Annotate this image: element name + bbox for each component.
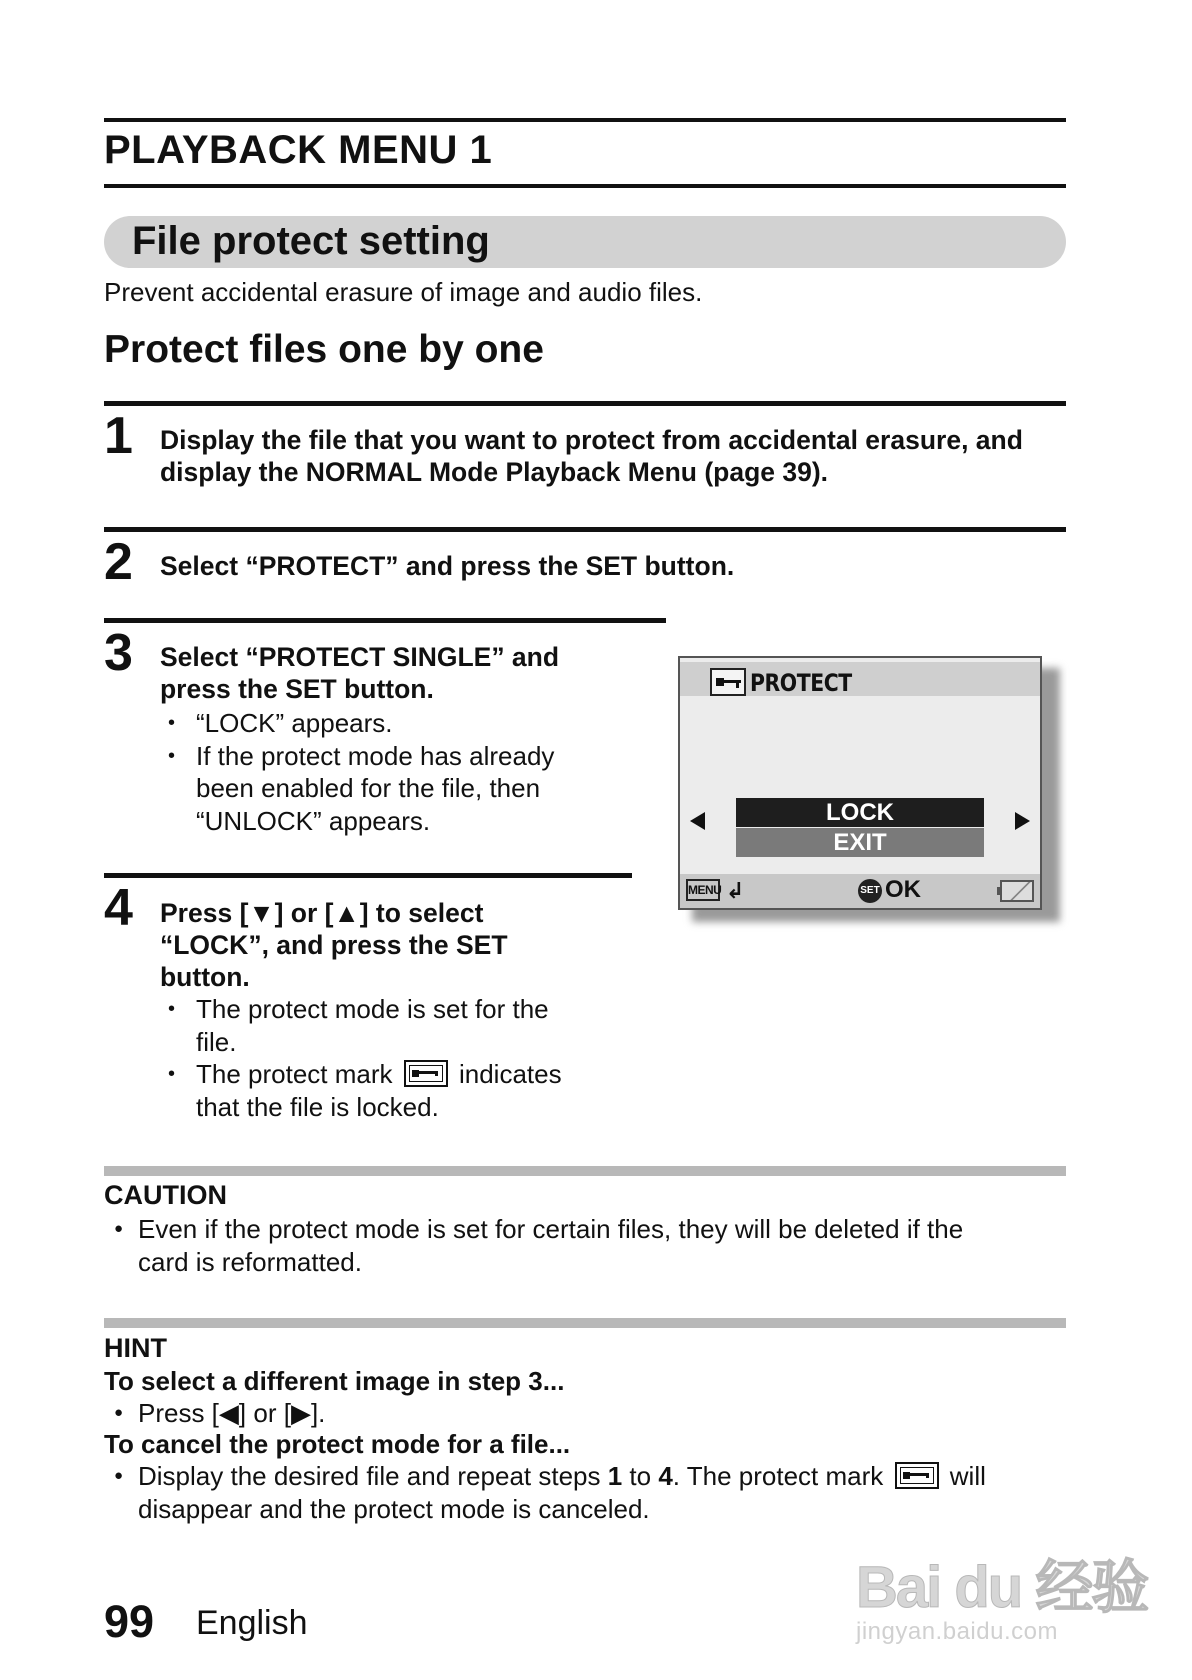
- left-triangle-icon: ◀: [218, 1398, 239, 1428]
- step-1-text: [160, 424, 1023, 488]
- step-4-line-3: button.: [160, 962, 250, 992]
- hint-text: ].: [310, 1398, 326, 1428]
- hint-text-part: 1: [607, 1461, 623, 1491]
- step-3-line-2: press the SET button.: [160, 674, 434, 704]
- hint-subheading-1: To select a different image in step 3...: [104, 1366, 565, 1396]
- bullet-text: [196, 1058, 642, 1091]
- option-exit[interactable]: EXIT: [736, 828, 984, 857]
- return-icon: ↲: [726, 878, 745, 903]
- bullet-text: • If the protect mode has already: [196, 740, 555, 771]
- step-3-bullets: [162, 707, 642, 837]
- hint-text-part: 4: [658, 1461, 673, 1491]
- bullet-text: “LOCK” appears.: [196, 708, 393, 738]
- list-item: [162, 1058, 642, 1123]
- bullet-text: “UNLOCK” appears.: [196, 805, 431, 836]
- step-2-line-1: Select “PROTECT” and press the SET button.: [160, 551, 735, 581]
- subheading: Protect files one by one: [104, 328, 544, 371]
- step-4-line-2: “LOCK”, and press the SET: [160, 930, 508, 960]
- hint-text-part: . The protect mark: [672, 1461, 884, 1491]
- chapter-title: PLAYBACK MENU 1: [104, 128, 493, 172]
- screen-title: PROTECT: [750, 669, 852, 697]
- bullet-text-part: The protect mark: [196, 1059, 393, 1089]
- step-2-text: [160, 550, 734, 582]
- list-item: [104, 1460, 1066, 1525]
- page-language: English: [196, 1604, 308, 1642]
- step-4-bullets: [162, 993, 642, 1123]
- step-1-rule: [104, 401, 1066, 406]
- hint-text-part: to: [622, 1461, 659, 1491]
- step-3-number: 3: [104, 624, 133, 682]
- screen-footer: [680, 874, 1040, 908]
- option-lock[interactable]: LOCK: [736, 798, 984, 827]
- step-4-text: [160, 897, 508, 993]
- set-button-icon[interactable]: SET: [858, 879, 882, 903]
- left-arrow-icon[interactable]: [690, 812, 705, 830]
- intro-text: Prevent accidental erasure of image and audio files.: [104, 277, 703, 307]
- list-item: [104, 1213, 1066, 1278]
- hint-text-part: will: [949, 1461, 986, 1491]
- screen-header: [680, 662, 1040, 696]
- step-1-line-2: display the NORMAL Mode Playback Menu (page 39).: [160, 457, 829, 487]
- caution-list: [104, 1213, 1066, 1278]
- protect-mark-icon: [895, 1462, 939, 1489]
- right-triangle-icon: ▶: [290, 1398, 311, 1428]
- hint-text-part: Display the desired file and repeat steps: [138, 1461, 608, 1491]
- step-3-line-1: Select “PROTECT SINGLE” and: [160, 642, 560, 672]
- list-item: [162, 707, 642, 740]
- step-2-rule: [104, 527, 1066, 532]
- step-3-text: [160, 641, 559, 705]
- hint-rule: [104, 1318, 1066, 1328]
- bullet-text: been enabled for the file, then: [196, 773, 541, 803]
- caution-text: ● Even if the protect mode is set for certain files, they will be deleted if the: [138, 1214, 964, 1244]
- list-item: [104, 1397, 1066, 1430]
- menu-icon[interactable]: MENU: [686, 879, 720, 901]
- caution-heading: CAUTION: [104, 1180, 227, 1210]
- step-1-number: 1: [104, 407, 133, 465]
- hint-text: [138, 1460, 1066, 1493]
- watermark: [856, 1540, 1147, 1646]
- list-item: [162, 740, 642, 838]
- list-item: [162, 993, 642, 1058]
- bullet-text: that the file is locked.: [196, 1091, 439, 1122]
- top-rule: [104, 118, 1066, 122]
- battery-icon: [1000, 880, 1034, 902]
- caution-rule: [104, 1166, 1066, 1176]
- step-4-line-1: Press [▼] or [▲] to select: [160, 898, 484, 928]
- protect-key-icon: [710, 668, 746, 696]
- hint-text: ] or [: [238, 1398, 291, 1428]
- hint-subheading-2: To cancel the protect mode for a file...: [104, 1429, 571, 1459]
- watermark-url: jingyan.baidu.com: [856, 1618, 1058, 1645]
- bullet-text: • The protect mode is set for the: [196, 994, 549, 1024]
- right-arrow-icon[interactable]: [1015, 812, 1030, 830]
- hint-text: disappear and the protect mode is canceled.: [138, 1493, 650, 1524]
- step-2-number: 2: [104, 533, 133, 591]
- section-title: File protect setting: [132, 219, 490, 263]
- page-number: 99: [104, 1596, 155, 1647]
- bullet-text: file.: [196, 1026, 237, 1057]
- ok-label: OK: [885, 876, 921, 903]
- hint-heading: HINT: [104, 1333, 167, 1363]
- step-1-line-1: Display the file that you want to protect from accidental erasure, and: [160, 425, 1023, 455]
- chapter-bottom-rule: [104, 184, 1066, 188]
- step-4-rule: [104, 873, 632, 878]
- protect-mark-icon: [404, 1060, 448, 1087]
- caution-text: card is reformatted.: [138, 1246, 362, 1277]
- hint-list-2: [104, 1460, 1066, 1525]
- step-3-rule: [104, 618, 666, 623]
- step-4-number: 4: [104, 879, 133, 937]
- watermark-logo: Bai du 经验: [856, 1555, 1148, 1620]
- bullet-text-part: indicates: [458, 1059, 562, 1089]
- hint-text: Press [: [138, 1398, 219, 1428]
- camera-screen: [678, 656, 1042, 910]
- hint-list-1: [104, 1397, 1066, 1430]
